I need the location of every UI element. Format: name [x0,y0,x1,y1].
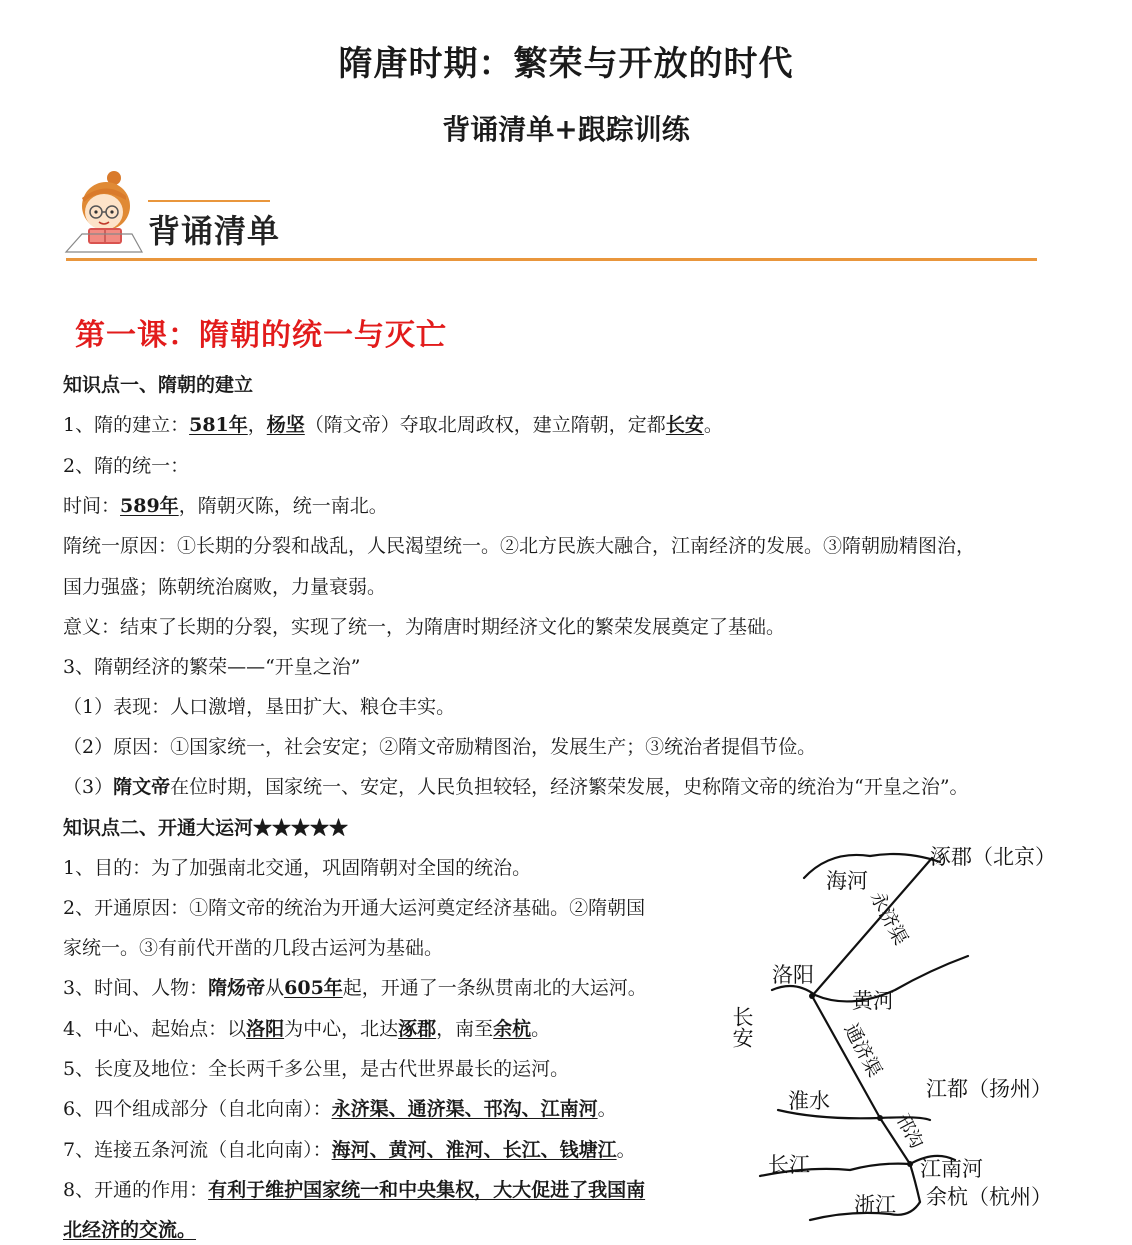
kp2-line-9: 8、开通的作用：有利于维护国家统一和中央集权，大大促进了我国南 [63,1179,646,1201]
kp2-line-3: 家统一。③有前代开凿的几段古运河为基础。 [63,937,444,959]
jiangdu-dot [877,1115,883,1121]
banner-top-rule [148,200,270,202]
kp1-line-4: 隋统一原因：①长期的分裂和战乱，人民渴望统一。②北方民族大融合，江南经济的发展。③隋朝励精图治， [63,535,976,557]
map-label-haihe: 海河 [826,869,868,893]
kp1-line-5: 国力强盛；陈朝统治腐败，力量衰弱。 [63,576,387,598]
haihe-river [804,854,940,878]
kp2-line-8: 7、连接五条河流（自北向南）：海河、黄河、淮河、长江、钱塘江。 [63,1139,636,1161]
kp2-line-5: 4、中心、起始点：以洛阳为中心，北达涿郡，南至余杭。 [63,1018,551,1040]
kp2-line-4: 3、时间、人物：隋炀帝从605年起，开通了一条纵贯南北的大运河。 [63,977,647,999]
kp1-line-9: （2）原因：①国家统一，社会安定；②隋文帝励精图治，发展生产；③统治者提倡节俭。 [63,736,817,758]
map-label-changjiang: 长江 [768,1153,810,1177]
page-subtitle: 背诵清单+跟踪训练 [442,113,690,146]
luoyang-dot [809,993,815,999]
map-label-yuhang: 余杭（杭州） [926,1185,1052,1209]
map-label-luoyang: 洛阳 [772,963,814,987]
banner-label: 背诵清单 [148,212,281,250]
jiangnanhe-canal [910,1164,920,1202]
map-label-hangou: 邗沟 [891,1110,928,1153]
kp2-heading: 知识点二、开通大运河★★★★★ [63,817,349,839]
grand-canal-map [720,830,1080,1230]
map-label-yongjiqu: 永济渠 [865,888,912,949]
reading-girl-icon [62,168,146,254]
map-label-jiangdu: 江都（扬州） [926,1077,1052,1101]
map-label-huaishui: 淮水 [788,1089,830,1113]
jingkou-dot [907,1161,913,1167]
lesson-title: 第一课：隋朝的统一与灭亡 [75,318,447,353]
page-title: 隋唐时期：繁荣与开放的时代 [338,44,794,84]
map-label-huanghe: 黄河 [852,989,894,1013]
kp1-line-2: 2、隋的统一： [63,455,190,477]
kp2-line-7: 6、四个组成部分（自北向南）：永济渠、通济渠、邗沟、江南河。 [63,1098,617,1120]
kp1-line-8: （1）表现：人口激增，垦田扩大、粮仓丰实。 [63,696,456,718]
kp2-line-10: 北经济的交流。 [63,1219,197,1241]
kp1-line-10: （3）隋文帝在位时期，国家统一、安定，人民负担较轻，经济繁荣发展，史称隋文帝的统治为“开皇之治”。 [63,776,969,798]
section-banner [62,168,1037,263]
map-label-zhuojun: 涿郡（北京） [930,845,1056,869]
banner-divider [66,258,1037,261]
kp2-line-1: 1、目的：为了加强南北交通，巩固隋朝对全国的统治。 [63,857,532,879]
map-label-tongjiqu: 通济渠 [839,1020,886,1081]
kp1-heading: 知识点一、隋朝的建立 [63,374,254,396]
kp1-line-7: 3、隋朝经济的繁荣——“开皇之治” [63,656,361,678]
kp1-line-1: 1、隋的建立：581年，杨坚（隋文帝）夺取北周政权，建立隋朝，定都长安。 [63,414,723,436]
kp2-line-2: 2、开通原因：①隋文帝的统治为开通大运河奠定经济基础。②隋朝国 [63,897,646,919]
kp2-line-6: 5、长度及地位：全长两千多公里，是古代世界最长的运河。 [63,1058,570,1080]
map-label-zhejiang: 浙江 [854,1193,896,1217]
map-label-jiangnanhe: 江南河 [920,1157,983,1181]
kp1-line-3: 时间：589年，隋朝灭陈，统一南北。 [63,495,388,517]
map-label-changan: 长安 [730,1006,754,1048]
kp1-line-6: 意义：结束了长期的分裂，实现了统一，为隋唐时期经济文化的繁荣发展奠定了基础。 [63,616,786,638]
